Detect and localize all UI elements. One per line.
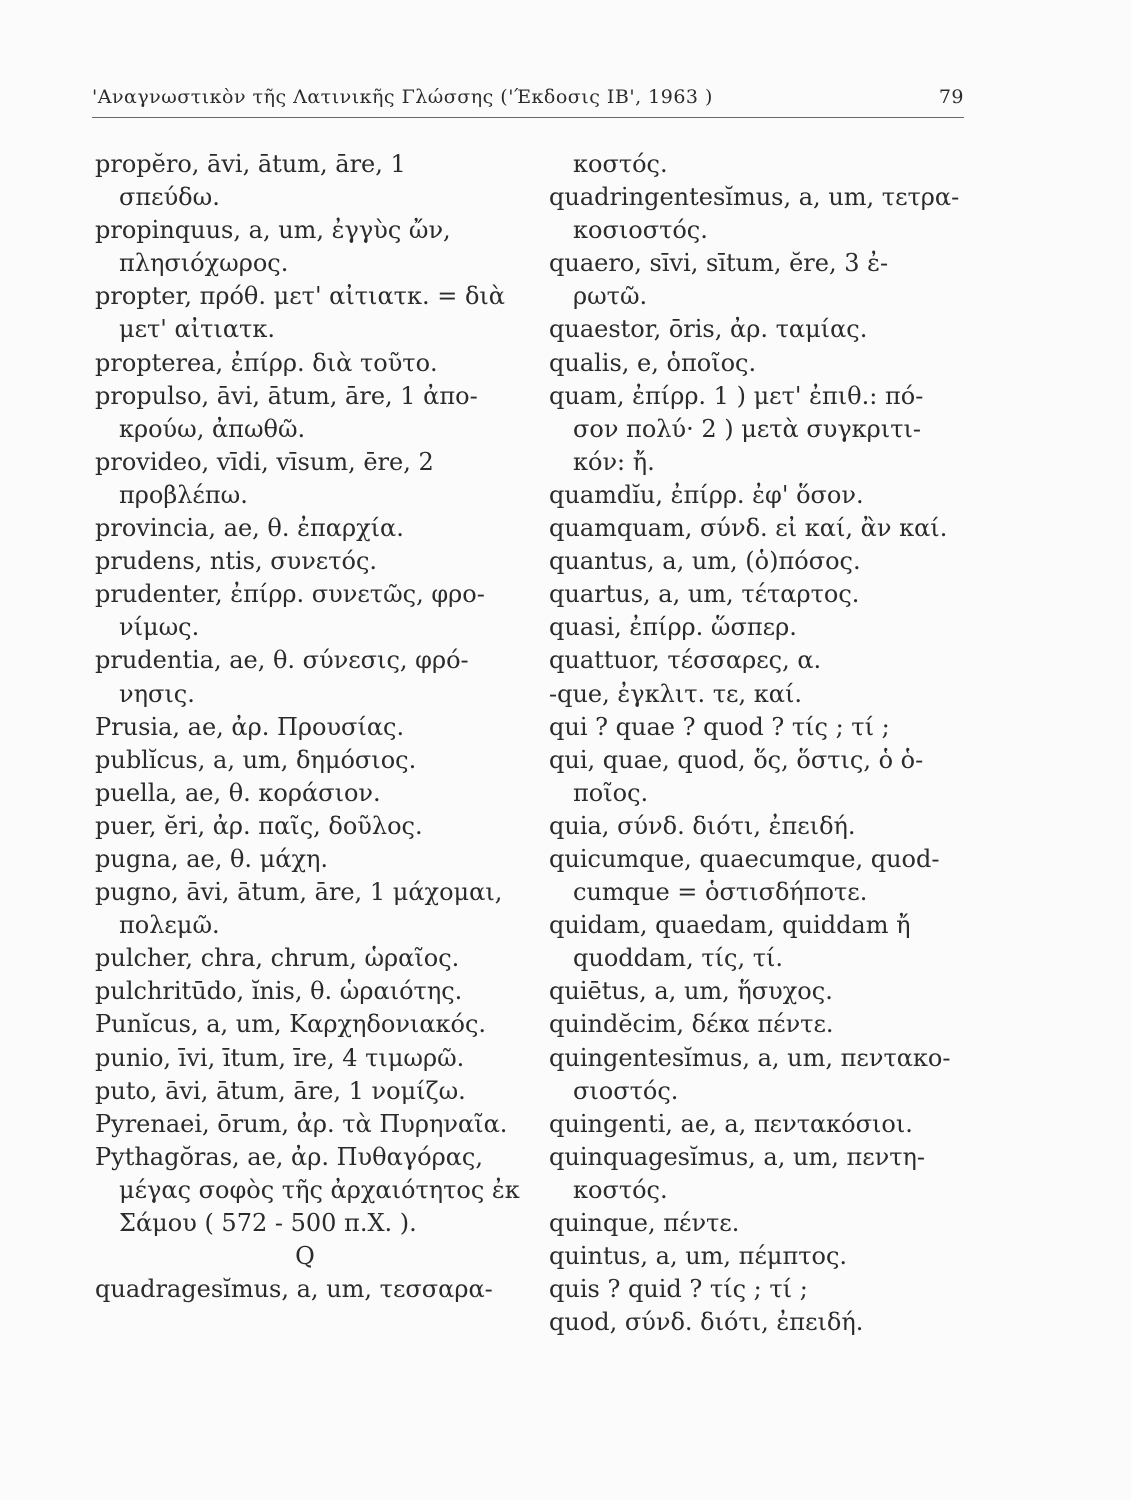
dictionary-line: πλησιόχωρος. [119,249,289,278]
dictionary-line: prudenter, ἐπίρρ. συνετῶς, φρο- [95,580,485,609]
dictionary-line: qui ? quae ? quod ? τίς ; τί ; [549,712,890,741]
dictionary-line: provincia, ae, θ. ἐπαρχία. [95,514,404,543]
dictionary-line: πολεμῶ. [119,911,220,940]
dictionary-line: κοσιοστός. [573,216,708,245]
dictionary-line: ποῖος. [573,778,649,807]
left-column [95,148,525,1306]
dictionary-line: quam, ἐπίρρ. 1 ) μετ' ἐπιθ.: πό- [549,381,924,410]
dictionary-line: quicumque, quaecumque, quod- [549,844,940,873]
dictionary-line: Pythagŏras, ae, ἀρ. Πυθαγόρας, [95,1142,483,1171]
dictionary-line: punio, īvi, ītum, īre, 4 τιμωρῶ. [95,1043,465,1072]
dictionary-line: qui, quae, quod, ὅς, ὅστις, ὁ ὁ- [549,745,924,774]
dictionary-line: quasi, ἐπίρρ. ὥσπερ. [549,613,797,642]
dictionary-line: κόν: ἤ. [573,447,655,476]
dictionary-line: quinque, πέντε. [549,1209,740,1237]
dictionary-line: quartus, a, um, τέταρτος. [549,580,860,609]
dictionary-line: provideo, vīdi, vīsum, ēre, 2 [95,447,434,476]
header-rule [92,117,964,118]
dictionary-line: μέγας σοφὸς τῆς ἀρχαιότητος ἐκ [119,1175,520,1204]
dictionary-line: Punĭcus, a, um, Καρχηδονιακός. [95,1010,487,1039]
dictionary-line: quoddam, τίς, τί. [573,944,784,973]
dictionary-line: propinquus, a, um, ἐγγὺς ὤν, [95,216,451,245]
running-header [92,86,964,116]
dictionary-line: νησις. [119,679,195,708]
dictionary-line: μετ' αἰτιατκ. [119,315,275,344]
page-number: 79 [938,86,964,108]
dictionary-line: Σάμου ( 572 - 500 π.Χ. ). [119,1209,417,1237]
dictionary-line: κοστός. [573,150,668,178]
dictionary-line: puto, āvi, ātum, āre, 1 νομίζω. [95,1076,466,1105]
dictionary-line: quantus, a, um, (ὁ)πόσος. [549,547,861,576]
dictionary-line: prudentia, ae, θ. σύνεσις, φρό- [95,646,469,675]
dictionary-line: quattuor, τέσσαρες, α. [549,646,822,675]
dictionary-line: προβλέπω. [119,480,248,509]
dictionary-line: quingentesĭmus, a, um, πεντακο- [549,1043,951,1072]
dictionary-line: quingenti, ae, a, πεντακόσιοι. [549,1109,913,1138]
dictionary-line: quadragesĭmus, a, um, τεσσαρα- [95,1275,493,1304]
dictionary-line: qualis, e, ὁποῖος. [549,348,757,377]
dictionary-line: propulso, āvi, ātum, āre, 1 ἀπο- [95,381,478,410]
dictionary-line: Pyrenaei, ōrum, ἀρ. τὰ Πυρηναῖα. [95,1109,508,1138]
dictionary-line: quintus, a, um, πέμπτος. [549,1242,848,1271]
dictionary-line: quia, σύνδ. διότι, ἐπειδή. [549,811,856,840]
header-title: 'Αναγνωστικὸν τῆς Λατινικῆς Γλώσσης ('Έκδοσις ΙΒ', 1963 ) [92,86,713,108]
dictionary-line: prudens, ntis, συνετός. [95,547,378,576]
dictionary-line: propter, πρόθ. μετ' αἰτιατκ. = διὰ [95,282,506,311]
dictionary-line: pulchritūdo, ĭnis, θ. ὡραιότης. [95,977,463,1006]
dictionary-line: σιοστός. [573,1076,679,1105]
dictionary-line: quiētus, a, um, ἥσυχος. [549,977,833,1006]
dictionary-line: κρούω, ἀπωθῶ. [119,414,306,443]
dictionary-line: puella, ae, θ. κοράσιον. [95,778,381,807]
dictionary-line: propterea, ἐπίρρ. διὰ τοῦτο. [95,348,438,377]
dictionary-line: σον πολύ· 2 ) μετὰ συγκριτι- [573,414,921,443]
dictionary-line: cumque = ὁστισδήποτε. [573,878,868,907]
dictionary-line: quamdĭu, ἐπίρρ. ἐφ' ὅσον. [549,480,864,509]
dictionary-line: -que, ἐγκλιτ. τε, καί. [549,679,802,708]
dictionary-line: puer, ĕri, ἀρ. παῖς, δοῦλος. [95,811,423,840]
dictionary-line: κοστός. [573,1175,668,1204]
dictionary-line: quinquagesĭmus, a, um, πεντη- [549,1142,926,1171]
dictionary-line: νίμως. [119,613,200,642]
dictionary-line: propĕro, āvi, ātum, āre, 1 [95,150,406,178]
dictionary-line: ρωτῶ. [573,282,648,311]
dictionary-line: quindĕcim, δέκα πέντε. [549,1010,834,1039]
dictionary-line: pugna, ae, θ. μάχη. [95,844,329,873]
right-column [549,148,979,1339]
dictionary-line: σπεύδω. [119,183,220,212]
dictionary-line: quadringentesĭmus, a, um, τετρα- [549,183,960,212]
dictionary-line: quidam, quaedam, quiddam ἤ [549,911,911,940]
dictionary-line: Prusia, ae, ἀρ. Προυσίας. [95,712,405,741]
section-letter: Q [295,1242,315,1271]
dictionary-line: quamquam, σύνδ. εἰ καί, ἂν καί. [549,514,948,543]
dictionary-line: quaestor, ōris, ἀρ. ταμίας. [549,315,868,344]
dictionary-line: pulcher, chra, chrum, ὡραῖος. [95,944,460,973]
dictionary-line: publĭcus, a, um, δημόσιος. [95,745,417,774]
dictionary-line: quod, σύνδ. διότι, ἐπειδή. [549,1308,864,1337]
dictionary-line: pugno, āvi, ātum, āre, 1 μάχομαι, [95,878,503,907]
dictionary-line: quis ? quid ? τίς ; τί ; [549,1275,808,1304]
dictionary-line: quaero, sīvi, sītum, ĕre, 3 ἐ- [549,249,889,278]
